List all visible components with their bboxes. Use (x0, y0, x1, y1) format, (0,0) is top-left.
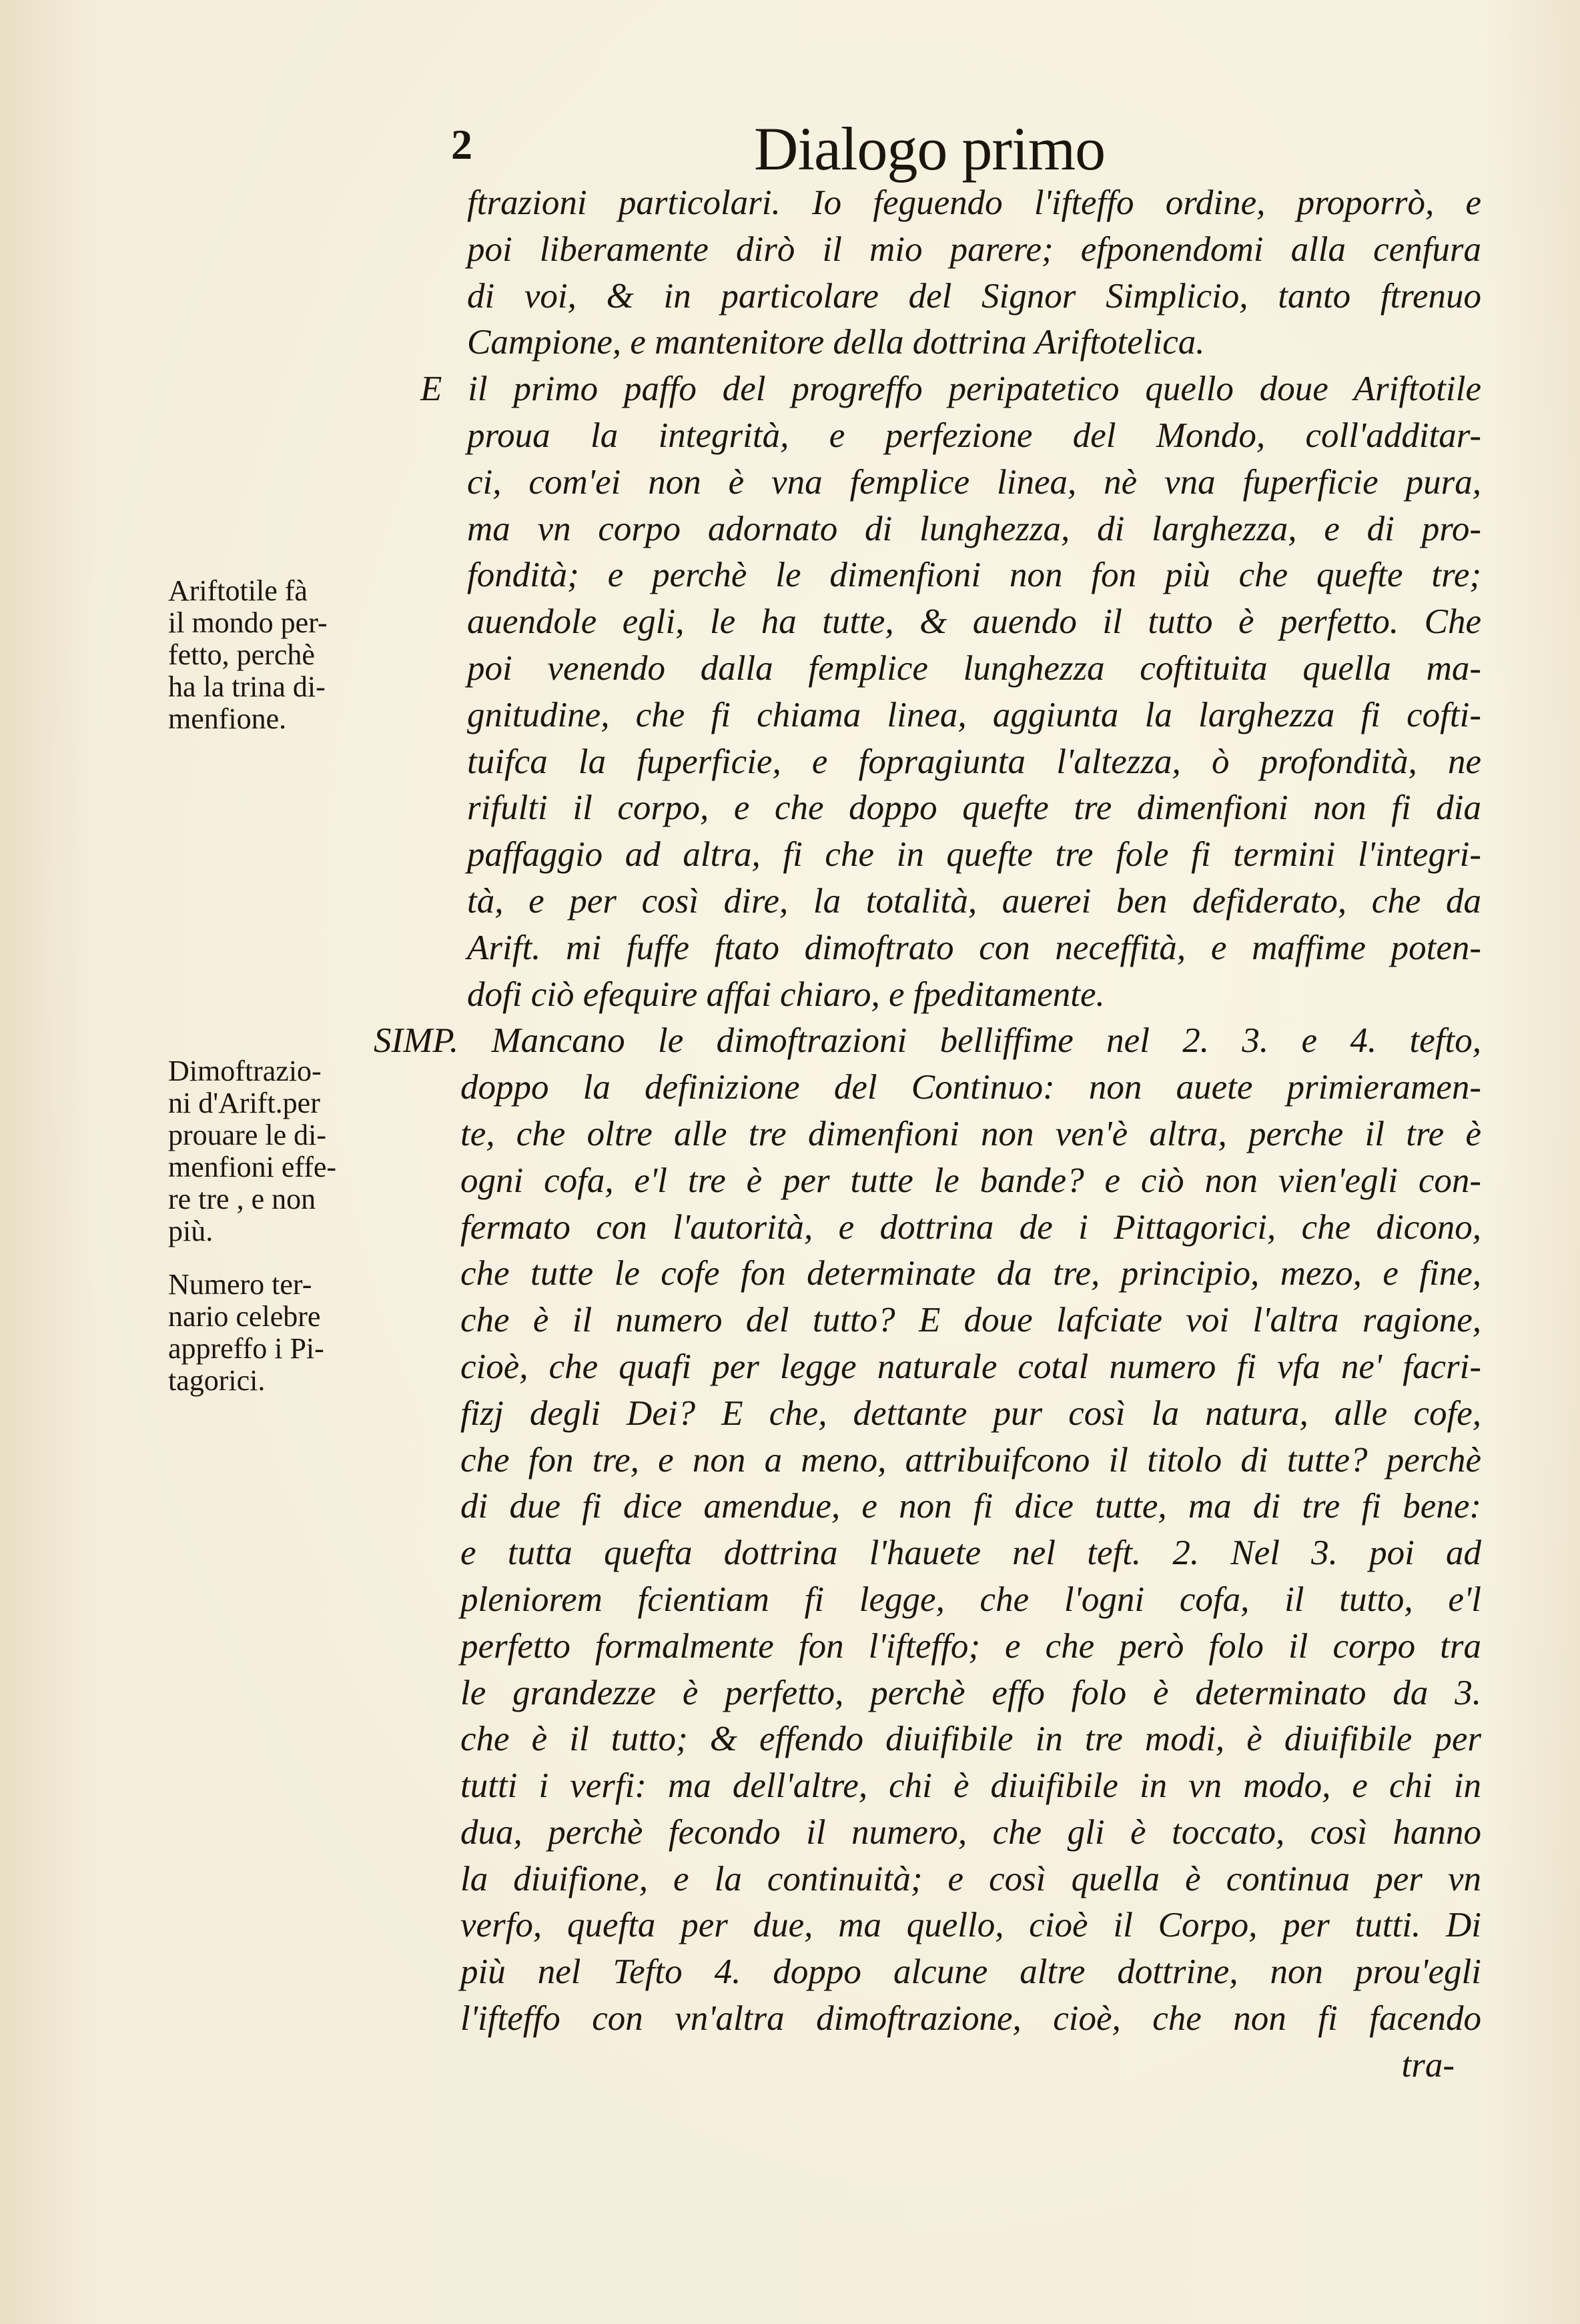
main-text-block (374, 180, 1481, 2089)
text-line: tà, e per così dire, la totalità, auerei ben defiderato, che da (467, 881, 1481, 921)
text-line: cioè, che quafi per legge naturale cotal numero fi vfa ne' facri- (460, 1347, 1481, 1386)
margin-note-line: il mondo per- (168, 606, 328, 639)
text-line: rifulti il corpo, e che doppo quefte tre dimenfioni non fi dia (467, 788, 1481, 828)
text-line: l'ifteffo con vn'altra dimoftrazione, cioè, che non fi facendo (460, 1999, 1481, 2039)
text-line: che tutte le cofe fon determinate da tre, principio, mezo, e fine, (460, 1254, 1481, 1293)
text-line: poi liberamente dirò il mio parere; efponendomi alla cenfura (467, 229, 1481, 269)
text-line: ci, com'ei non è vna femplice linea, nè vna fuperficie pura, (467, 462, 1481, 502)
text-line: proua la integrità, e perfezione del Mondo, coll'additar- (467, 416, 1481, 455)
margin-note-line: Ariftotile fà (168, 574, 308, 607)
speaker-line: SIMP. Mancano le dimoftrazioni belliffime nel 2. 3. e 4. tefto, (374, 1021, 1481, 1061)
text-line: ftrazioni particolari. Io feguendo l'ifteffo ordine, proporrò, e (467, 183, 1481, 222)
margin-note-line: menfioni effe- (168, 1151, 337, 1183)
margin-note-2 (168, 1055, 388, 1247)
text-line: fermato con l'autorità, e dottrina de i Pittagorici, che dicono, (460, 1207, 1481, 1247)
margin-note-line: Numero ter- (168, 1268, 312, 1301)
text-line: doppo la definizione del Continuo: non auete primieramen- (460, 1068, 1481, 1107)
text-line: paffaggio ad altra, fi che in quefte tre fole fi termini l'integri- (467, 835, 1481, 875)
text-line: Arift. mi fuffe ftato dimoftrato con neceffità, e maffime poten- (467, 928, 1481, 967)
text-line: poi venendo dalla femplice lunghezza coftituita quella ma- (467, 648, 1481, 688)
text-line: te, che oltre alle tre dimenfioni non ven'è altra, perche il tre è (460, 1114, 1481, 1153)
margin-note-line: fetto, perchè (168, 638, 315, 671)
text-line: ma vn corpo adornato di lunghezza, di larghezza, e di pro- (467, 509, 1481, 548)
text-line: dofi ciò efequire affai chiaro, e fpeditamente. (467, 975, 1105, 1014)
page-number: 2 (451, 121, 472, 168)
margin-note-line: ni d'Arift.per (168, 1087, 320, 1119)
text-line: dua, perchè fecondo il numero, che gli è toccato, così hanno (460, 1812, 1481, 1852)
margin-note-line: appreffo i Pi- (168, 1332, 324, 1365)
text-line: di due fi dice amendue, e non fi dice tutte, ma di tre fi bene: (460, 1487, 1481, 1526)
text-line: verfo, quefta per due, ma quello, cioè il Corpo, per tutti. Di (460, 1906, 1481, 1945)
margin-note-line: re tre , e non (168, 1183, 316, 1215)
text-line: tuifca la fuperficie, e fopragiunta l'altezza, ò profondità, ne (467, 742, 1481, 781)
text-line: tutti i verfi: ma dell'altre, chi è diuifibile in vn modo, e chi in (460, 1766, 1481, 1806)
text-line: gnitudine, che fi chiama linea, aggiunta la larghezza fi cofti- (467, 695, 1481, 734)
text-line: ogni cofa, e'l tre è per tutte le bande? e ciò non vien'egli con- (460, 1161, 1481, 1200)
text-line: la diuifione, e la continuità; e così quella è continua per vn (460, 1859, 1481, 1898)
running-title: Dialogo primo (754, 115, 1106, 183)
margin-note-line: nario celebre (168, 1300, 321, 1333)
margin-note-line: menfione. (168, 702, 287, 735)
text-line: fondità; e perchè le dimenfioni non fon più che quefte tre; (467, 556, 1481, 595)
margin-note-line: ha la trina di- (168, 670, 326, 703)
text-line: pleniorem fcientiam fi legge, che l'ogni cofa, il tutto, e'l (460, 1580, 1481, 1619)
margin-note-3 (168, 1269, 388, 1397)
text-line: e tutta quefta dottrina l'hauete nel teft. 2. Nel 3. poi ad (460, 1534, 1481, 1573)
margin-note-1 (168, 575, 388, 735)
text-line: fizj degli Dei? E che, dettante pur così la natura, alle cofe, (460, 1393, 1481, 1433)
margin-note-line: prouare le di- (168, 1119, 326, 1151)
margin-note-line: più. (168, 1215, 214, 1247)
margin-note-line: tagorici. (168, 1364, 266, 1397)
text-line: le grandezze è perfetto, perchè effo folo è determinato da 3. (460, 1673, 1481, 1712)
text-line: più nel Tefto 4. doppo alcune altre dottrine, non prou'egli (460, 1952, 1481, 1992)
text-line: E il primo paffo del progreffo peripatetico quello doue Ariftotile (420, 370, 1481, 409)
text-line: perfetto formalmente fon l'ifteffo; e che però folo il corpo tra (460, 1626, 1481, 1666)
text-line: Campione, e mantenitore della dottrina Ariftotelica. (467, 323, 1205, 362)
text-line: che è il tutto; & effendo diuifibile in tre modi, è diuifibile per (460, 1720, 1481, 1759)
margin-note-line: Dimoftrazio- (168, 1055, 322, 1087)
catchword: tra- (1401, 2045, 1455, 2085)
text-line: auendole egli, le ha tutte, & auendo il tutto è perfetto. Che (467, 602, 1481, 642)
text-line: che fon tre, e non a meno, attribuifcono il titolo di tutte? perchè (460, 1440, 1481, 1480)
text-line: che è il numero del tutto? E doue lafciate voi l'altra ragione, (460, 1301, 1481, 1340)
text-line: di voi, & in particolare del Signor Simplicio, tanto ftrenuo (467, 276, 1481, 316)
